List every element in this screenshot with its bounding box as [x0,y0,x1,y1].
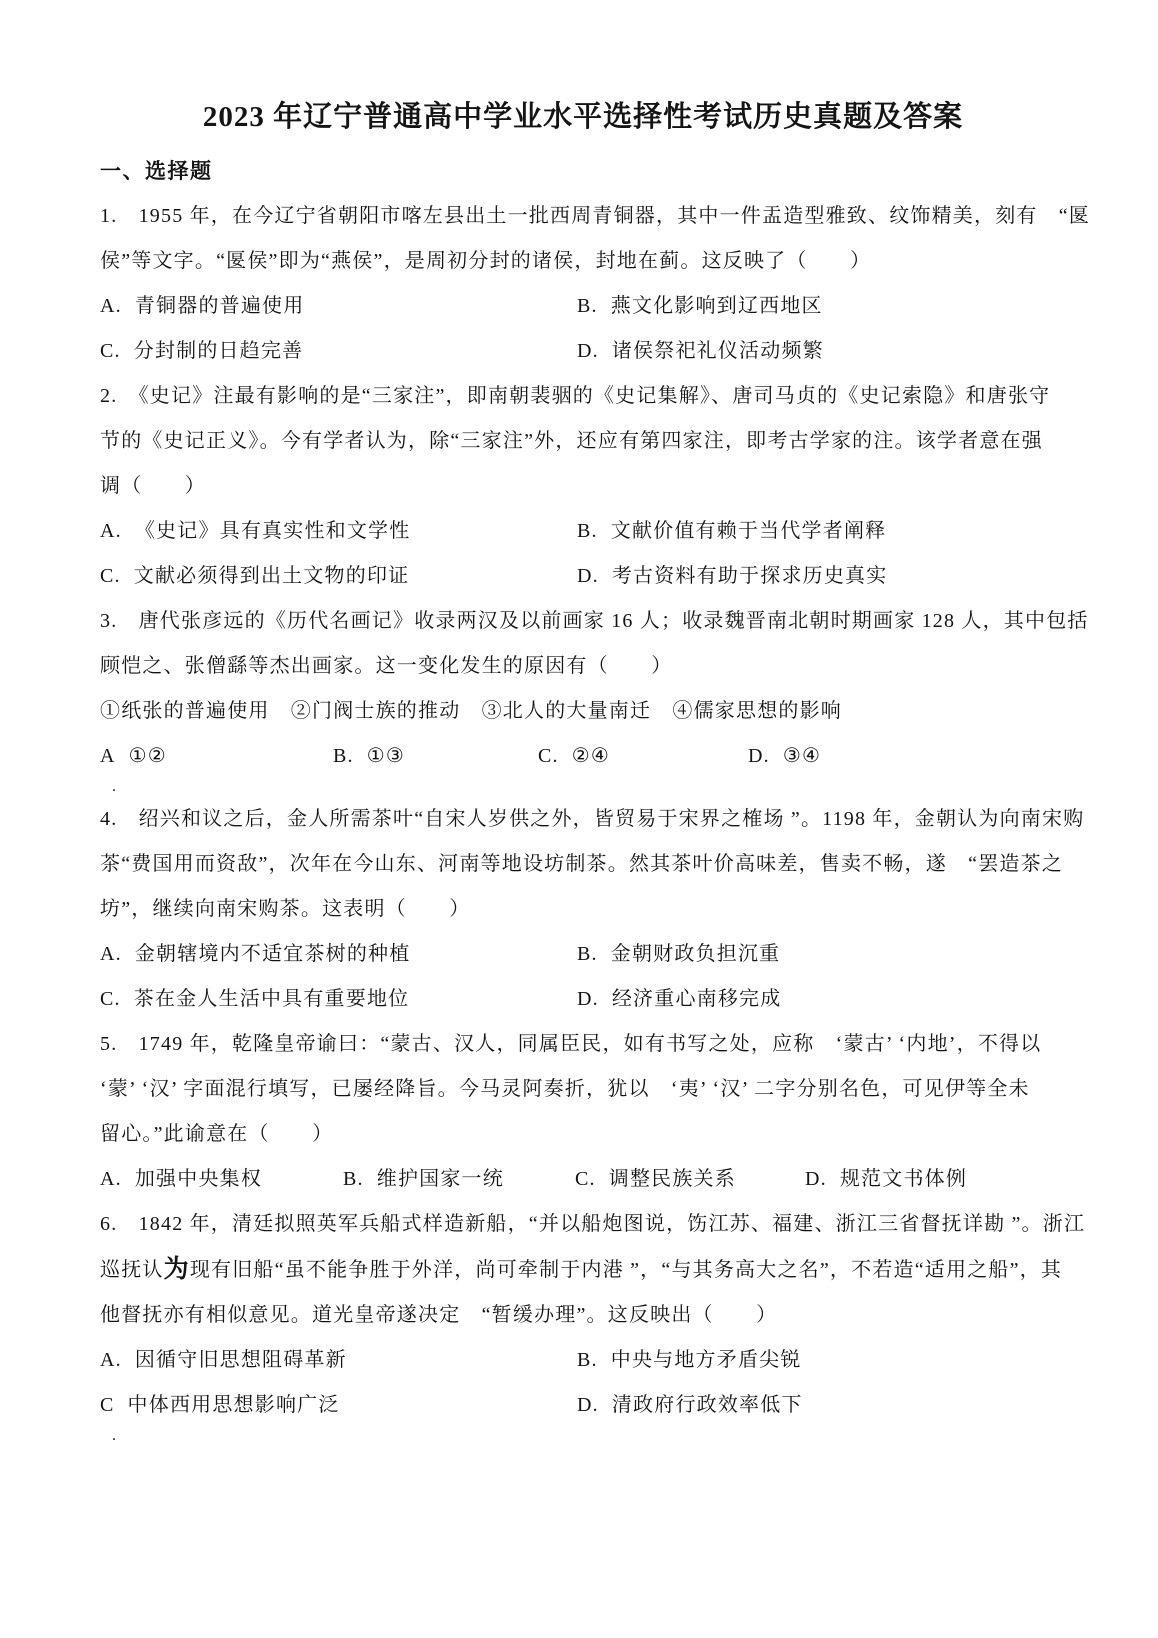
option-label: A. [100,943,122,965]
question-4-options-row-1 [100,932,1066,977]
question-1-line-2: 侯”等文字。“匽侯”即为“燕侯”，是周初分封的诸侯，封地在蓟。这反映了（ ） [100,250,872,272]
option-label: C. [538,745,559,767]
question-3-options-row [100,734,1066,779]
question-4-line-3: 坊”，继续向南宋购茶。这表明（ ） [100,898,471,920]
option-text: 清政府行政效率低下 [611,1394,803,1416]
option-label: D. [577,340,599,362]
emphasized-char: 为 [163,1256,190,1283]
question-2-option-c [100,554,577,599]
option-label: A. [100,520,122,542]
question-2-option-d [577,554,1066,599]
question-4-option-c [100,977,577,1022]
option-label: B. [577,295,598,317]
question-3-line-2: 顾恺之、张僧繇等杰出画家。这一变化发生的原因有（ ） [100,655,673,677]
option-text: 调整民族关系 [608,1168,736,1190]
question-4 [100,797,1085,1022]
option-text: 《史记》具有真实性和文学性 [134,520,411,542]
question-3-option-a [100,734,333,779]
section-header: 一、选择题 [100,159,213,183]
option-label: A [100,745,116,767]
option-label: B. [577,1349,598,1371]
question-5-option-d [805,1157,1066,1202]
option-label: A. [100,1168,122,1190]
document-title: 2023 年辽宁普通高中学业水平选择性考试历史真题及答案 [202,101,964,133]
question-5-line-1: 5. 1749 年，乾隆皇帝谕曰：“蒙古、汉人，同属臣民，如有书写之处，应称 ‘蒙古’ ‘内地’，不得以 [100,1033,1042,1055]
option-text: 燕文化影响到辽西地区 [610,295,823,317]
option-text: 金朝辖境内不适宜茶树的种植 [134,943,411,965]
question-4-option-b [577,932,1066,977]
option-label: B. [577,943,598,965]
page-content [0,94,1158,1446]
question-6-line-2 [100,1247,1066,1293]
question-4-option-d [577,977,1066,1022]
option-text: 茶在金人生活中具有重要地位 [133,988,410,1010]
stray-dot: . [112,1427,116,1444]
question-2-option-b [577,509,1066,554]
option-label: D. [805,1168,827,1190]
question-1-options-row-1 [100,284,1066,329]
option-text: 诸侯祭祀礼仪活动频繁 [611,340,824,362]
question-5-line-2: ‘蒙’ ‘汉’ 字面混行填写，已屡经降旨。今马灵阿奏折，犹以 ‘夷’ ‘汉’ 二字分别名色，可见伊等全未 [100,1078,1030,1100]
option-label: C. [100,340,121,362]
question-2 [100,374,1066,599]
option-label: C. [100,565,121,587]
option-text: 中体西用思想影响广泛 [127,1394,340,1416]
question-2-line-2: 节的《史记正义》。今有学者认为，除“三家注”外，还应有第四家注，即考古学家的注。该学者意在强 [100,430,1043,452]
question-6-line-2-prefix: 巡抚认 [100,1259,164,1281]
option-label: D. [577,1394,599,1416]
question-3-option-b [333,734,538,779]
option-text: 青铜器的普遍使用 [134,295,305,317]
question-6 [100,1202,1086,1446]
question-1-options-row-2 [100,329,1066,374]
question-3-option-d [748,734,1066,779]
question-1-option-b [577,284,1066,329]
question-4-options-row-2 [100,977,1066,1022]
question-1 [100,194,1091,374]
option-text: ②④ [571,745,611,767]
question-3-line-1: 3. 唐代张彦远的《历代名画记》收录两汉及以前画家 16 人；收录魏晋南北朝时期画家 128 人，其中包括 [100,610,1089,632]
option-text: 金朝财政负担沉重 [610,943,781,965]
option-label: B. [333,745,354,767]
option-label: C. [100,988,121,1010]
question-5-option-a [100,1157,343,1202]
question-6-options-row-2 [100,1383,1066,1428]
question-3-option-c [538,734,748,779]
question-3-subitems: ①纸张的普遍使用 ②门阀士族的推动 ③北人的大量南迁 ④儒家思想的影响 [100,700,842,722]
question-5-options-row [100,1157,1066,1202]
option-label: D. [748,745,770,767]
question-6-line-2-rest: 现有旧船“虽不能争胜于外洋，尚可牵制于内港 ”，“与其务高大之名”，不若造“适用之船”，其 [189,1259,1063,1281]
question-5-option-b [343,1157,575,1202]
question-5 [100,1022,1066,1202]
option-text: 文献必须得到出土文物的印证 [133,565,410,587]
option-text: 规范文书体例 [839,1168,968,1190]
question-2-options-row-2 [100,554,1066,599]
option-text: 加强中央集权 [134,1168,263,1190]
question-2-options-row-1 [100,509,1066,554]
question-4-line-2: 茶“费国用而资敌”，次年在今山东、河南等地设坊制茶。然其茶叶价高味差，售卖不畅，遂 “罢造茶之 [100,853,1064,875]
option-label: C [100,1394,115,1416]
option-text: 分封制的日趋完善 [133,340,304,362]
question-6-line-3: 他督抚亦有相似意见。道光皇帝遂决定 “暂缓办理”。这反映出（ ） [100,1304,778,1326]
option-text: ③④ [782,745,822,767]
question-5-option-c [575,1157,805,1202]
question-1-option-d [577,329,1066,374]
option-text: 经济重心南移完成 [611,988,782,1010]
option-label: D. [577,988,599,1010]
option-text: 文献价值有赖于当代学者阐释 [610,520,887,542]
question-6-option-c [100,1383,577,1428]
question-4-option-a [100,932,577,977]
option-text: ①② [128,745,167,767]
question-6-option-b [577,1338,1066,1383]
question-1-option-c [100,329,577,374]
question-6-option-d [577,1383,1066,1428]
option-label: B. [343,1168,364,1190]
option-label: D. [577,565,599,587]
stray-dot: . [112,778,116,795]
option-label: B. [577,520,598,542]
question-1-option-a [100,284,577,329]
option-text: 维护国家一统 [376,1168,504,1190]
question-2-option-a [100,509,577,554]
question-6-line-1: 6. 1842 年，清廷拟照英军兵船式样造新船，“并以船炮图说，饬江苏、福建、浙江三省督抚详勘 ”。浙江 [100,1213,1086,1235]
question-1-line-1: 1. 1955 年，在今辽宁省朝阳市喀左县出土一批西周青铜器，其中一件盂造型雅致、纹饰精美，刻有 “匽 [100,205,1091,227]
option-label: A. [100,295,122,317]
option-label: A. [100,1349,122,1371]
question-2-line-1: 2. 《史记》注最有影响的是“三家注”，即南朝裴骃的《史记集解》、唐司马贞的《史记索隐》和唐张守 [100,385,1051,407]
option-text: 因循守旧思想阻碍革新 [134,1349,347,1371]
question-6-option-a [100,1338,577,1383]
question-6-options-row-1 [100,1338,1066,1383]
option-text: 考古资料有助于探求历史真实 [611,565,888,587]
question-3 [100,599,1089,797]
question-4-line-1: 4. 绍兴和议之后，金人所需茶叶“自宋人岁供之外，皆贸易于宋界之榷场 ”。1198 年，金朝认为向南宋购 [100,808,1085,830]
option-text: 中央与地方矛盾尖锐 [610,1349,802,1371]
question-2-line-3: 调（ ） [100,475,206,497]
question-5-line-3: 留心。”此谕意在（ ） [100,1123,334,1145]
option-text: ①③ [366,745,406,767]
option-label: C. [575,1168,596,1190]
